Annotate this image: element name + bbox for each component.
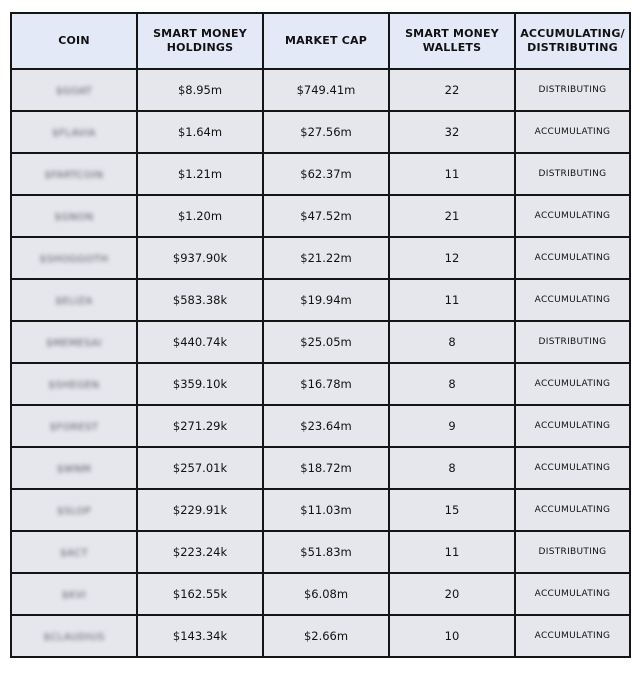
coin-cell bbox=[11, 111, 137, 153]
coin-cell bbox=[11, 615, 137, 657]
wallets-cell: 10 bbox=[389, 615, 515, 657]
holdings-cell: $8.95m bbox=[137, 69, 263, 111]
market-cap-cell: $16.78m bbox=[263, 363, 389, 405]
header-row bbox=[11, 13, 630, 69]
status-cell: DISTRIBUTING bbox=[515, 531, 630, 573]
wallets-cell: 12 bbox=[389, 237, 515, 279]
table-row bbox=[11, 531, 630, 573]
coin-cell bbox=[11, 279, 137, 321]
market-cap-cell: $51.83m bbox=[263, 531, 389, 573]
status-cell: ACCUMULATING bbox=[515, 447, 630, 489]
status-cell: DISTRIBUTING bbox=[515, 69, 630, 111]
status-cell: ACCUMULATING bbox=[515, 489, 630, 531]
wallets-cell: 8 bbox=[389, 363, 515, 405]
coin-ticker-blurred: $FLAVIA bbox=[52, 128, 96, 139]
coin-cell bbox=[11, 321, 137, 363]
status-cell: ACCUMULATING bbox=[515, 237, 630, 279]
header-coin: COIN bbox=[11, 13, 137, 69]
market-cap-cell: $18.72m bbox=[263, 447, 389, 489]
market-cap-cell: $749.41m bbox=[263, 69, 389, 111]
coin-cell bbox=[11, 153, 137, 195]
wallets-cell: 11 bbox=[389, 279, 515, 321]
coin-ticker-blurred: $SHEGEN bbox=[48, 380, 100, 391]
wallets-cell: 21 bbox=[389, 195, 515, 237]
table-row bbox=[11, 195, 630, 237]
holdings-cell: $359.10k bbox=[137, 363, 263, 405]
coin-cell bbox=[11, 405, 137, 447]
coin-cell bbox=[11, 573, 137, 615]
market-cap-cell: $62.37m bbox=[263, 153, 389, 195]
coin-ticker-blurred: $SLOP bbox=[57, 506, 91, 517]
table-row bbox=[11, 111, 630, 153]
wallets-cell: 20 bbox=[389, 573, 515, 615]
market-cap-cell: $11.03m bbox=[263, 489, 389, 531]
table-row bbox=[11, 405, 630, 447]
table-row bbox=[11, 321, 630, 363]
table-row bbox=[11, 69, 630, 111]
table-body bbox=[11, 69, 630, 657]
coin-ticker-blurred: $WNM bbox=[57, 464, 91, 475]
wallets-cell: 9 bbox=[389, 405, 515, 447]
market-cap-cell: $47.52m bbox=[263, 195, 389, 237]
market-cap-cell: $2.66m bbox=[263, 615, 389, 657]
coin-cell bbox=[11, 363, 137, 405]
wallets-cell: 32 bbox=[389, 111, 515, 153]
wallets-cell: 8 bbox=[389, 447, 515, 489]
holdings-cell: $937.90k bbox=[137, 237, 263, 279]
holdings-cell: $440.74k bbox=[137, 321, 263, 363]
table-row bbox=[11, 363, 630, 405]
holdings-cell: $583.38k bbox=[137, 279, 263, 321]
table-row bbox=[11, 573, 630, 615]
coin-ticker-blurred: $GNON bbox=[54, 212, 94, 223]
holdings-cell: $223.24k bbox=[137, 531, 263, 573]
header-smart-money-holdings: SMART MONEY HOLDINGS bbox=[137, 13, 263, 69]
status-cell: DISTRIBUTING bbox=[515, 153, 630, 195]
holdings-cell: $257.01k bbox=[137, 447, 263, 489]
market-cap-cell: $23.64m bbox=[263, 405, 389, 447]
market-cap-cell: $27.56m bbox=[263, 111, 389, 153]
coin-ticker-blurred: $KVI bbox=[61, 590, 87, 601]
status-cell: ACCUMULATING bbox=[515, 615, 630, 657]
status-cell: DISTRIBUTING bbox=[515, 321, 630, 363]
wallets-cell: 22 bbox=[389, 69, 515, 111]
market-cap-cell: $19.94m bbox=[263, 279, 389, 321]
holdings-cell: $229.91k bbox=[137, 489, 263, 531]
coin-cell bbox=[11, 489, 137, 531]
header-market-cap: MARKET CAP bbox=[263, 13, 389, 69]
holdings-cell: $1.21m bbox=[137, 153, 263, 195]
table-row bbox=[11, 615, 630, 657]
coin-ticker-blurred: $FARTCOIN bbox=[44, 170, 104, 181]
wallets-cell: 8 bbox=[389, 321, 515, 363]
coin-ticker-blurred: $SHOGGOTH bbox=[39, 254, 109, 265]
table-row bbox=[11, 447, 630, 489]
wallets-cell: 11 bbox=[389, 153, 515, 195]
coin-ticker-blurred: $ACT bbox=[60, 548, 88, 559]
wallets-cell: 15 bbox=[389, 489, 515, 531]
header-smart-money-wallets: SMART MONEY WALLETS bbox=[389, 13, 515, 69]
market-cap-cell: $6.08m bbox=[263, 573, 389, 615]
coin-ticker-blurred: $GOAT bbox=[56, 86, 92, 97]
holdings-cell: $1.64m bbox=[137, 111, 263, 153]
coin-ticker-blurred: $FOREST bbox=[49, 422, 99, 433]
market-cap-cell: $25.05m bbox=[263, 321, 389, 363]
coin-cell bbox=[11, 69, 137, 111]
coin-ticker-blurred: $CLAUDIUS bbox=[43, 632, 105, 643]
table-row bbox=[11, 279, 630, 321]
coin-ticker-blurred: $MEMESAI bbox=[46, 338, 102, 349]
status-cell: ACCUMULATING bbox=[515, 363, 630, 405]
wallets-cell: 11 bbox=[389, 531, 515, 573]
status-cell: ACCUMULATING bbox=[515, 195, 630, 237]
table-row bbox=[11, 489, 630, 531]
market-cap-cell: $21.22m bbox=[263, 237, 389, 279]
table-row bbox=[11, 153, 630, 195]
holdings-cell: $143.34k bbox=[137, 615, 263, 657]
coin-cell bbox=[11, 447, 137, 489]
holdings-cell: $1.20m bbox=[137, 195, 263, 237]
status-cell: ACCUMULATING bbox=[515, 405, 630, 447]
smart-money-table-container bbox=[10, 12, 631, 658]
holdings-cell: $271.29k bbox=[137, 405, 263, 447]
status-cell: ACCUMULATING bbox=[515, 111, 630, 153]
coin-cell bbox=[11, 195, 137, 237]
table-row bbox=[11, 237, 630, 279]
coin-cell bbox=[11, 237, 137, 279]
table-header bbox=[11, 13, 630, 69]
status-cell: ACCUMULATING bbox=[515, 573, 630, 615]
coin-ticker-blurred: $ELIZA bbox=[55, 296, 93, 307]
holdings-cell: $162.55k bbox=[137, 573, 263, 615]
status-cell: ACCUMULATING bbox=[515, 279, 630, 321]
header-accumulating-distributing: ACCUMULATING/ DISTRIBUTING bbox=[515, 13, 630, 69]
smart-money-table bbox=[10, 12, 631, 658]
coin-cell bbox=[11, 531, 137, 573]
